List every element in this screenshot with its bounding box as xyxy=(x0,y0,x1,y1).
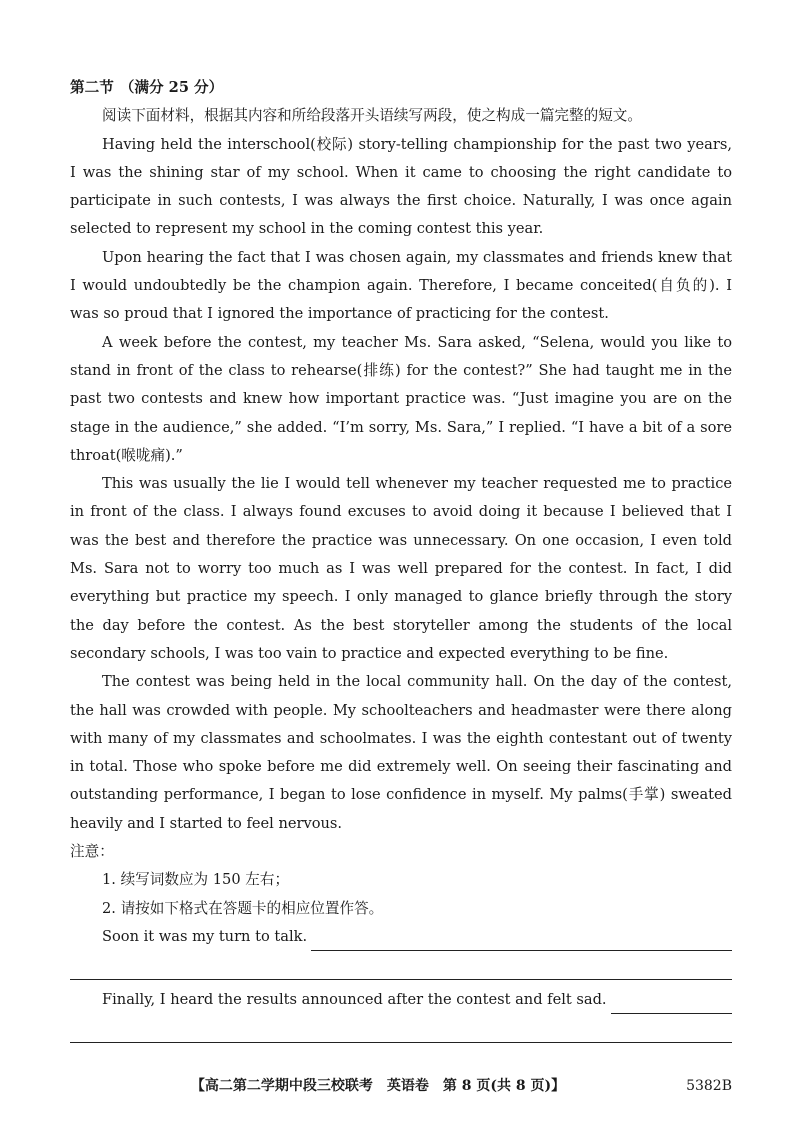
story-paragraph-4: This was usually the lie I would tell whenever my teacher requested me to practice in front of the class. I always found excuses to avoid doing it because I believed that I was the best and therefore the practice was unnecessary. On one occasion, I even told Ms. Sara not to worry too much as I was well prepared for the contest. In fact, I did everything but practice my speech. I only managed to glance briefly through the story the day before the contest. As the best storyteller among the students of the local secondary schools, I was too vain to practice and expected everything to be fine. xyxy=(70,475,732,662)
note-item-2: 2. 请按如下格式在答题卡的相应位置作答。 xyxy=(102,899,384,917)
answer-line[interactable] xyxy=(70,1014,732,1043)
prompt-second: Finally, I heard the results announced after the contest and felt sad. xyxy=(102,990,607,1008)
note-item-1: 1. 续写词数应为 150 左右； xyxy=(102,871,290,889)
section-instruction: 阅读下面材料，根据其内容和所给段落开头语续写两段，使之构成一篇完整的短文。 xyxy=(102,107,642,125)
prompt-row-1 xyxy=(70,923,732,951)
answer-line[interactable] xyxy=(70,951,732,980)
story-paragraph-2: Upon hearing the fact that I was chosen again, my classmates and friends knew that I would undoubtedly be the champion again. Therefore, I became conceited(自负的). I was so proud that I ignored the importance of practicing for the contest. xyxy=(70,248,732,323)
footer-page-info: 【高二第二学期中段三校联考 英语卷 第 8 页(共 8 页)】 xyxy=(190,1078,566,1094)
footer-paper-code: 5382B xyxy=(686,1078,732,1094)
answer-line[interactable] xyxy=(311,930,732,951)
answer-line[interactable] xyxy=(611,993,732,1014)
section-score: （满分 25 分） xyxy=(119,79,224,96)
page-footer xyxy=(70,1072,732,1100)
exam-page xyxy=(70,74,732,1043)
story-paragraph-5: The contest was being held in the local community hall. On the day of the contest, the hall was crowded with people. My schoolteachers and headmaster were there along with many of my classmates and schoolmates. I was the eighth contestant out of twenty in total. Those who spoke before me did extremely well. On seeing their fascinating and outstanding performance, I began to lose confidence in myself. My palms(手掌) sweated heavily and I started to feel nervous. xyxy=(70,673,732,832)
notes-title: 注意： xyxy=(70,843,114,861)
section-label: 第二节 xyxy=(70,79,114,96)
section-heading xyxy=(70,74,732,102)
story-paragraph-3: A week before the contest, my teacher Ms. Sara asked, “Selena, would you like to stand in front of the class to rehearse(排练) for the contest?” She had taught me in the past two contests and knew how important practice was. “Just imagine you are on the stage in the audience,” she added. “I’m sorry, Ms. Sara,” I replied. “I have a bit of a sore throat(喉咙痛).” xyxy=(70,333,732,464)
prompt-first: Soon it was my turn to talk. xyxy=(102,927,308,945)
story-paragraph-1: Having held the interschool(校际) story-telling championship for the past two years, I was the shining star of my school. When it came to choosing the right candidate to participate in such contests, I was always the first choice. Naturally, I was once again selected to represent my school in the coming contest this year. xyxy=(70,135,732,238)
prompt-row-2 xyxy=(70,986,732,1014)
